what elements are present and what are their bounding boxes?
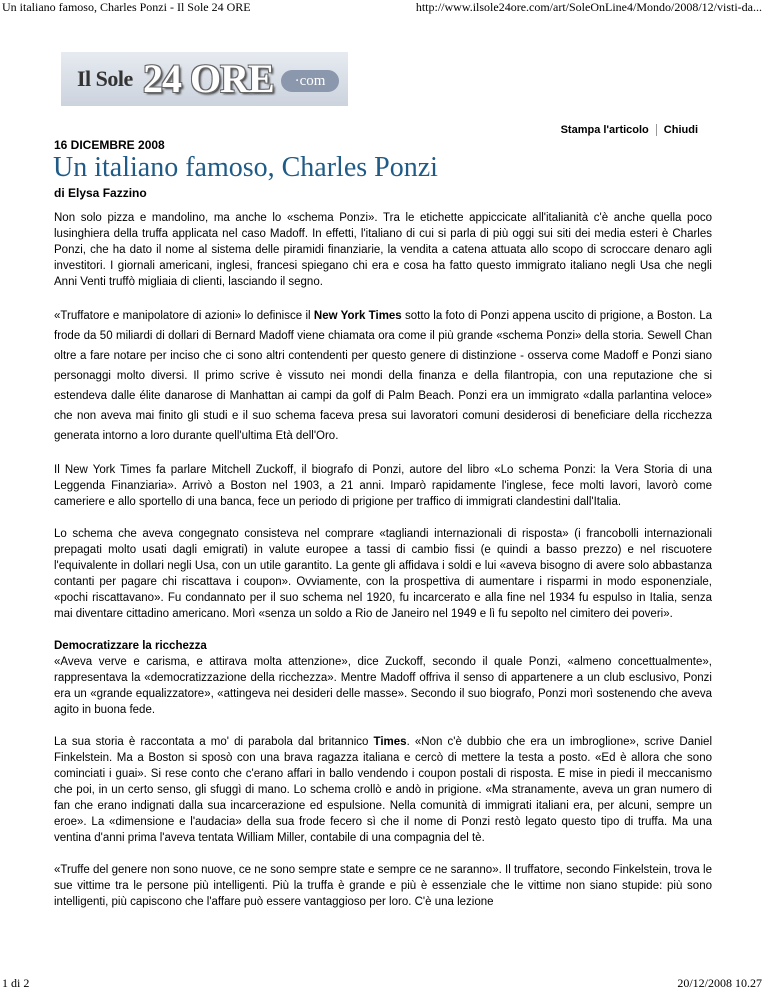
paragraph-7: «Truffe del genere non sono nuove, ce ne sono sempre state e sempre ce ne saranno». Il truffatore, secondo Finkelstein, trova le sue vittime tra le persone più intelligenti. Più la truffa è grande e più è essenziale che le vittime non siano stupide: più sono intelligenti, più capiscono che l'affare può essere vantaggioso per loro. C'è una lezione [54,864,712,908]
page-number: 1 di 2 [2,976,30,990]
print-header-url: http://www.ilsole24ore.com/art/SoleOnLine4/Mondo/2008/12/visti-da... [415,0,762,14]
top-links [561,124,698,136]
logo-text-ilsole: Il Sole [77,66,133,91]
print-header [0,0,768,16]
logo-text-com: ·com [281,70,339,92]
newspaper-name: New York Times [313,310,402,322]
print-datetime: 20/12/2008 10.27 [677,976,762,990]
paragraph-4: Lo schema che aveva congegnato consisteva nel comprare «tagliandi internazionali di risposta» (i francobolli internazionali prepagati molto usati dagli emigrati) in valute europee a tassi di cambio fissi (e quindi a basso prezzo) e nel riscuotere l'equivalente in dollari negli Usa, con un utile garantito. La gente gli affidava i soldi e lui «aveva bisogno di avere solo abbastanza contanti per pagare chi riscattava i coupon». Ovviamente, con la prospettiva di aumentare i risparmi in modo esponenziale, «pochi riscattavano». Fu condannato per il suo schema nel 1920, fu incarcerato e alla fine nel 1934 fu espulso in Italia, senza mai diventare cittadino americano. Morì «senza un soldo a Rio de Janeiro nel 1949 e lì fu sepolto nel cimitero dei poveri». [54,528,712,620]
paragraph-6: La sua storia è raccontata a mo' di parabola dal britannico Times. «Non c'è dubbio che era un imbroglione», scrive Daniel Finkelstein. Ma a Boston si sposò con una brava ragazza italiana e cercò di mettere la testa a posto. «Ed è allora che sono cominciati i guai». Si rese conto che c'erano affari in ballo vendendo i coupon postali di risposta. E mise in piedi il meccanismo che poi, in un certo senso, gli sfuggì di mano. Lo schema crollò e andò in prigione. «Ma stranamente, aveva un gran numero di fan che erano indignati dalla sua incarcerazione ed espulsione. Nella comunità di immigrati italiani era, per alcuni, sempre un eroe». La «dimensione e l'audacia» della sua frode fecero sì che il nome di Ponzi restò legato questo tipo di truffa. Ma una ventina d'anni prima l'aveva tentata William Miller, contabile di una compagnia del tè. [54,736,712,844]
paragraph-1: Non solo pizza e mandolino, ma anche lo «schema Ponzi». Tra le etichette appiccicate all'italianità c'è anche quella poco lusinghiera della truffa applicata nel caso Madoff. In effetti, l'italiano di cui si parla di più oggi sui siti dei media esteri è Charles Ponzi, che ha dato il nome al sistema delle piramidi finanziarie, la vendita a catena attuata allo scopo di scroccare denaro agli investitori. I giornali americani, inglesi, francesi spiegano chi era e cosa ha fatto questo immigrato italiano negli Usa che negli Anni Venti truffò migliaia di clienti, lasciando il segno. [54,212,712,288]
link-divider [656,124,657,136]
newspaper-name-times: Times [373,736,407,748]
print-footer [0,976,768,992]
ilsole24ore-logo [61,52,348,106]
print-article-link[interactable]: Stampa l'articolo [560,124,649,136]
article-body [54,210,712,926]
paragraph-5: «Aveva verve e carisma, e attirava molta attenzione», dice Zuckoff, secondo il quale Ponzi, «almeno concettualmente», rappresentava la «democratizzazione della ricchezza». Mentre Madoff offriva il senso di appartenere a un club esclusivo, Ponzi era un «grande equalizzatore», «attingeva nei desideri delle masse». Secondo il suo biografo, Ponzi morì sostenendo che aveva agito in buona fede. [54,656,712,716]
logo-text-24ore: 24 ORE [143,56,274,101]
close-link[interactable]: Chiudi [663,124,698,136]
paragraph-2: «Truffatore e manipolatore di azioni» lo definisce il New York Times sotto la foto di Ponzi appena uscito di prigione, a Boston. La frode da 50 miliardi di dollari di Bernard Madoff viene chiamata ora come il più grande «schema Ponzi» della storia. Sewell Chan oltre a fare notare per inciso che ci sono altri contendenti per questo genere di distinzione - osserva come Madoff e Ponzi siano personaggi molto diversi. Il primo scrive è vissuto nei mondi della finanza e della filantropia, con una reputazione che si estendeva dalle élite danarose di Manhattan ai campi da golf di Palm Beach. Ponzi era un immigrato «dalla parlantina veloce» che non aveva mai finito gli studi e il suo schema faceva presa sui lavoratori comuni desiderosi di beneficiare della ricchezza generata intorno a loro durante quell'ultima Età dell'Oro. [54,310,712,442]
article-byline: di Elysa Fazzino [54,186,147,200]
print-header-title: Un italiano famoso, Charles Ponzi - Il Sole 24 ORE [2,0,251,14]
paragraph-3: Il New York Times fa parlare Mitchell Zuckoff, il biografo di Ponzi, autore del libro «Lo schema Ponzi: la Vera Storia di una Leggenda Finanziaria». Arrivò a Boston nel 1903, a 21 anni. Imparò rapidamente l'inglese, fece molti lavori, lavorò come cameriere e allo sportello di una banca, fece un periodo di prigione per traffico di immigrati clandestini dall'Italia. [54,464,712,508]
article-title: Un italiano famoso, Charles Ponzi [53,152,438,183]
article-date: 16 DICEMBRE 2008 [54,138,165,152]
section-subhead: Democratizzare la ricchezza [54,640,207,652]
